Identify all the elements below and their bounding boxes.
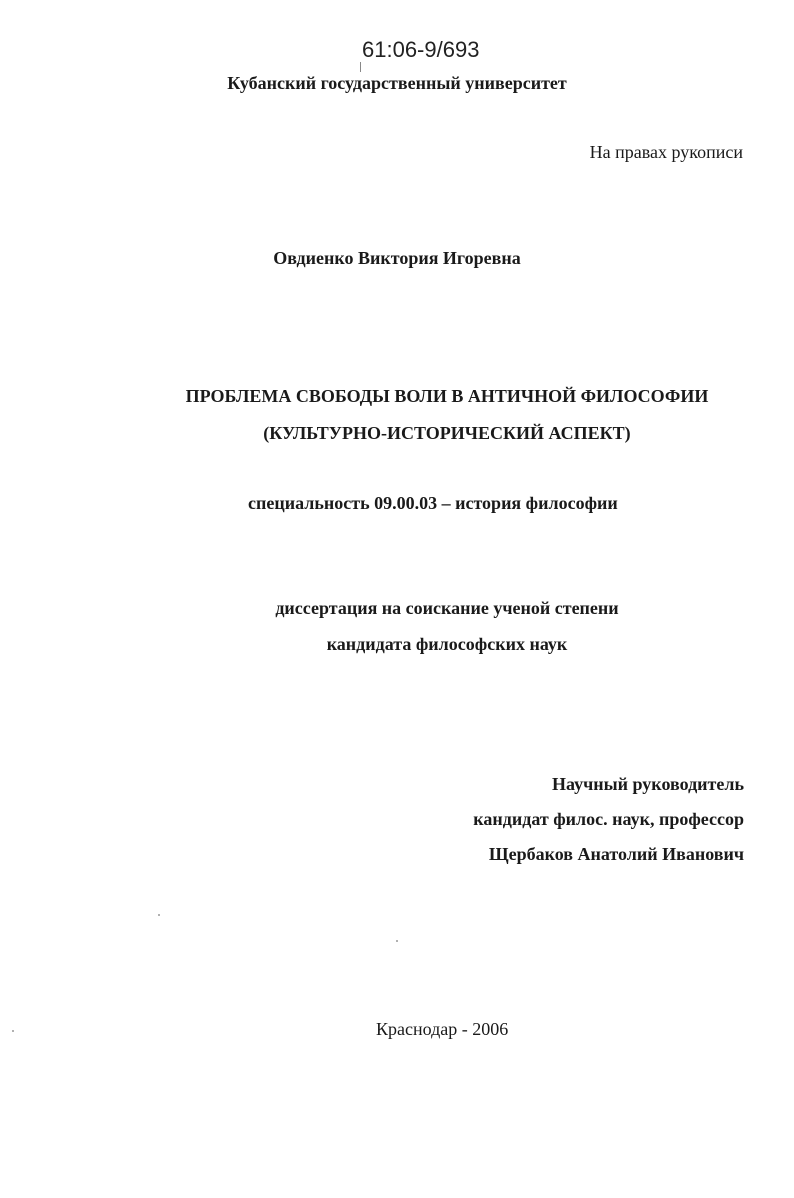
supervisor-degree: кандидат филос. наук, профессор	[473, 809, 744, 829]
title-line-2: (КУЛЬТУРНО-ИСТОРИЧЕСКИЙ АСПЕКТ)	[263, 423, 631, 443]
dissertation-line-1: диссертация на соискание ученой степени	[275, 598, 619, 618]
supervisor-role: Научный руководитель	[552, 774, 744, 794]
university-name: Кубанский государственный университет	[227, 73, 567, 93]
supervisor-name: Щербаков Анатолий Иванович	[488, 844, 744, 864]
rights-note: На правах рукописи	[589, 142, 743, 162]
scan-speck	[158, 914, 160, 916]
scan-speck	[12, 1030, 14, 1032]
author-name: Овдиенко Виктория Игоревна	[273, 248, 521, 268]
specialty-line: специальность 09.00.03 – история философии	[248, 493, 618, 513]
scan-mark	[360, 62, 361, 72]
title-line-1: ПРОБЛЕМА СВОБОДЫ ВОЛИ В АНТИЧНОЙ ФИЛОСОФИИ	[185, 386, 709, 406]
dissertation-line-2: кандидата философских наук	[326, 634, 568, 654]
city-year: Краснодар - 2006	[376, 1019, 509, 1039]
scan-speck	[396, 940, 398, 942]
archive-code-stamp: 61:06-9/693	[362, 37, 480, 62]
